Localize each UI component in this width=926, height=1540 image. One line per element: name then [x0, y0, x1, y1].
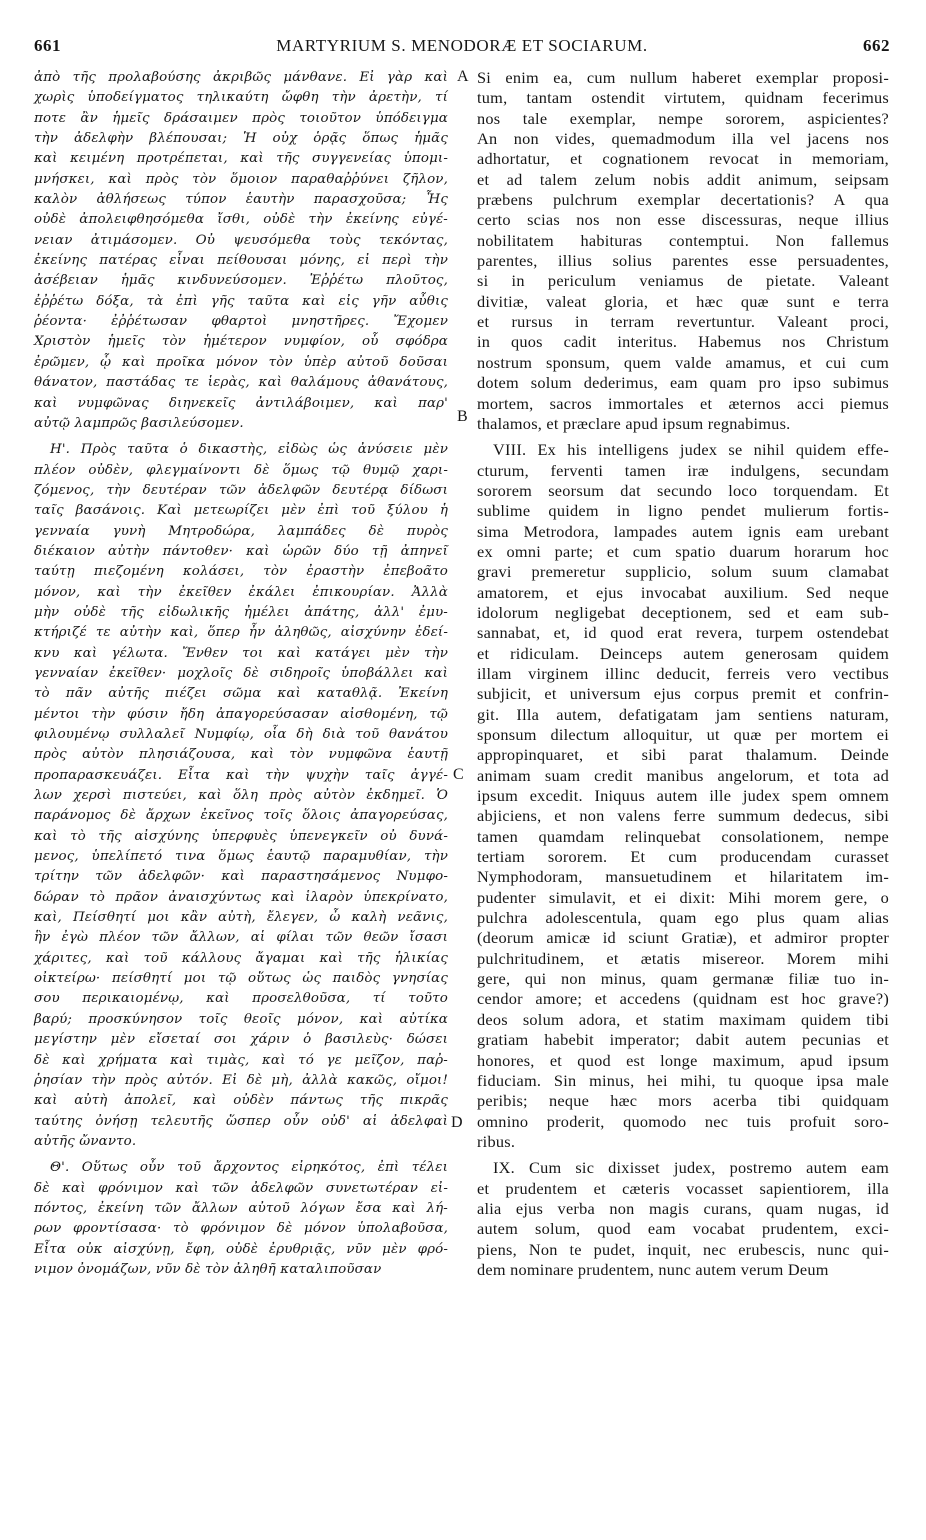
- text-line: καὶ κειμένη προτρέπεται, καὶ τῆς συγγενείας ὑπομι-: [34, 151, 448, 167]
- text-line: nobilitatem habituras contemptui. Non fallemus: [477, 230, 889, 250]
- text-line: ribus.: [477, 1131, 516, 1151]
- text-line: τρίτην τῶν ἀδελφῶν· καὶ παραστησάμενος Νυμφο-: [34, 869, 448, 885]
- text-line: abjiciens, et non valens ferre summum dedecus, sibi: [477, 806, 889, 826]
- text-line: tertiam sororem. Et cum producendam curasset: [477, 847, 889, 867]
- text-line: et rursus in terram revertuntur. Valeant proci,: [477, 312, 889, 332]
- text-line: illam virginem illinc deducit, ferreis vero vectibus: [477, 663, 889, 683]
- text-line: sima Metrodora, lampades autem ignis eam urebant: [477, 521, 889, 541]
- text-line: ex omni parte; et cum spatio duarum horarum hoc: [477, 541, 889, 561]
- text-line: sponsum dilectum alloquitur, ut quæ per mortem ei: [477, 725, 889, 744]
- text-line: VIII. Ex his intelligens judex se nihil quidem effe-: [493, 440, 889, 460]
- text-line: παράνομος δὲ ἄρχων ἐκεῖνος τοῖς ὅλοις ἀπαγορεύσας,: [34, 808, 448, 824]
- text-line: δώραν τὸ πρᾶον ἀναισχύντως καὶ ἱλαρὸν ὑπεκρίνατο,: [34, 889, 448, 905]
- text-line: sannabat, et, id quod erat revera, turpem ostendebat: [477, 623, 889, 643]
- text-line: et ridiculam. Deinceps autem generosam quidem: [477, 643, 889, 663]
- text-line: tamen quamdam relinquebat consolationem, nempe: [477, 826, 889, 846]
- text-line: καὶ νυμφῶνας διηνεκεῖς ἀντιλάβοιμεν, καὶ παρ': [34, 395, 448, 411]
- text-line: autem solum, quod eam vocabat prudentem, exci-: [477, 1219, 889, 1239]
- text-line: certo scias nos non esse discessuras, neque illius: [477, 210, 889, 230]
- text-line: τὸ πᾶν αὐτῆς πιέζει σῶμα καὶ καταθλᾷ. Ἐκείνη: [34, 686, 448, 702]
- text-line: μνήσκει, καὶ πρὸς τὸν ὅμοιον παραθαῤῥύνει ζῆλον,: [34, 171, 448, 187]
- text-line: gravi premeretur supplicio, solum suum clamabat: [477, 562, 889, 582]
- text-line: ἣν ἐγὼ πλέον τῶν ἄλλων, αἱ φίλαι τῶν θεῶν ἴσασι: [34, 930, 448, 946]
- text-line: καὶ, Πείσθητί μοι κἂν αὐτὴ, ἔλεγεν, ὦ καλὴ νεᾶνις,: [34, 910, 448, 926]
- text-line: deos solum adora, et statim maximam quidem tibi: [477, 1009, 889, 1029]
- text-line: ῥησίαν τὴν πρὸς αὐτόν. Εἰ δὲ μὴ, ἀλλὰ κακῶς, οἴμοι!: [34, 1072, 448, 1088]
- text-line: ποτε ἂν ἡμεῖς δράσαιμεν πρὸς τοιοῦτον ὑπόδειγμα: [34, 110, 448, 126]
- text-line: piens, Non te pudet, inquit, nec erubescis, nunc qui-: [477, 1239, 889, 1259]
- text-line: μόνον, καὶ τὴν ἐκεῖθεν ἐκάλει ἐπικουρίαν. Ἀλλὰ: [34, 584, 448, 600]
- text-line: cendor amore; et accedens (quidnam est hoc grave?): [477, 989, 889, 1009]
- text-line: ἐῤῥέτω δόξα, τὰ ἐπὶ γῆς ταῦτα καὶ εἰς γῆν αὖθις: [34, 293, 448, 309]
- text-line: Εἶτα οὐκ αἰσχύνῃ, ἔφη, οὐδὲ ἐρυθριᾷς, νῦν μὲν φρό-: [34, 1241, 448, 1257]
- text-line: ἀσέβειαν ἡμᾶς κινδυνεύσομεν. Ἐῤῥέτω πλοῦτος,: [34, 273, 448, 289]
- text-line: οἰκτείρω· πείσθητί μοι τῷ οὕτως ὡς παιδὸς γνησίας: [34, 971, 448, 987]
- text-line: κνυ καὶ γέλωτα. Ἔνθεν τοι καὶ κατάγει μὲν τὴν: [34, 645, 448, 661]
- margin-letter-a: A: [457, 68, 469, 85]
- text-line: fiduciam. Sin minus, hei mihi, tu quoque ipsa male: [477, 1070, 889, 1090]
- text-line: animam suam credit manibus angelorum, et tota ad: [477, 765, 889, 785]
- text-line: Θ'. Οὕτως οὖν τοῦ ἄρχοντος εἰρηκότος, ἐπὶ τέλει: [50, 1160, 448, 1176]
- text-line: in quos cadit interitus. Habemus nos Christum: [477, 332, 889, 352]
- text-line: ῥέοντα· ἐῤῥέτωσαν φθαρτοὶ μνηστῆρες. Ἔχομεν: [34, 314, 448, 330]
- text-line: πρὸς αὐτὸν πλησιάζουσα, καὶ τὸν νυμφῶνα ἑαυτῇ: [34, 747, 448, 763]
- right-page-number: 662: [863, 36, 890, 55]
- text-line: Η'. Πρὸς ταῦτα ὁ δικαστὴς, εἰδὼς ὡς ἀνύσειε μὲν: [50, 442, 448, 458]
- text-line: parentes, illius solius parentes esse persuadentes,: [477, 251, 889, 271]
- text-line: omnino proderit, quomodo nec tuis profuit soro-: [477, 1111, 889, 1131]
- text-line: νειαν ἀτιμάσομεν. Οὐ ψευσόμεθα τοὺς τεκόντας,: [34, 232, 448, 248]
- text-line: Nymphodoram, mansuetudinem et hilaritatem im-: [477, 867, 889, 887]
- text-line: δὲ καὶ χρήματα καὶ τιμὰς, καὶ τό γε μεῖζον, παῤ-: [34, 1052, 448, 1068]
- text-line: τὴν ἀδελφὴν βλέπουσαι; Ἡ οὐχ ὁρᾷς ὅπως ἡμᾶς: [34, 131, 448, 147]
- text-line: πόντος, ἐκείνη τῶν ἄλλων αὐτοῦ λόγων ἔσα καὶ λή-: [34, 1200, 448, 1216]
- text-line: μενος, ὑπελίπετό τινα ὅμως ἑαυτῷ παραμυθίαν, τὴν: [34, 849, 448, 865]
- text-line: γενναία γυνὴ Μητροδώρα, λαμπάδες δὲ πυρὸς: [34, 523, 448, 539]
- text-line: ταύτης ὀνήσῃ τελευτῆς ὥσπερ οὖν οὐδ' αἱ ἀδελφαὶ: [34, 1113, 448, 1129]
- text-line: καλὸν ἀθλήσεως τύπον ἑαυτὴν παρασχοῦσα; Ἧς: [34, 192, 448, 208]
- text-line: θάνατον, παστάδας τε ἱερὰς, καὶ θαλάμους ἀθανάτους,: [34, 375, 448, 391]
- margin-letter-c: C: [453, 766, 464, 783]
- latin-text-column: [477, 68, 889, 1280]
- text-line: διέκαιον αὐτὴν πάντοθεν· καὶ ὡρῶν δύο τῇ ἀπηνεῖ: [34, 543, 448, 559]
- left-page-number: 661: [34, 36, 61, 55]
- text-line: μεγίστην μὲν εἴσεταί σοι χάριν ὁ βασιλεὺς· δώσει: [34, 1032, 448, 1048]
- text-line: nos tale exemplar, nempe sororem, aspicientes?: [477, 108, 889, 128]
- text-line: pulchra adolescentula, quam ego plus quam alias: [477, 908, 889, 928]
- text-line: cturum, ferventi tamen iræ indulgens, secundam: [477, 460, 889, 480]
- text-line: appropinquaret, et sibi parat thalamum. Deinde: [477, 745, 889, 765]
- text-line: μὴν οὐδὲ τῆς εἰδωλικῆς ἠμέλει ἀπάτης, ἀλλ' ἐμυ-: [34, 604, 448, 620]
- text-line: σου περικαιομένῳ, καὶ προσελθοῦσα, τί τοῦτο: [34, 991, 448, 1007]
- text-line: pulchritudinem, et ætatis misereor. Morem mihi: [477, 948, 889, 968]
- text-line: οὐδὲ ἀπολειφθησόμεθα ἴσθι, οὐδὲ τὴν ἐκείνης εὐγέ-: [34, 212, 448, 228]
- text-line: mortem, sacros immortales et æternos acci piemus: [477, 393, 889, 413]
- text-line: divitiæ, valeat gloria, et hæc quæ sunt e terra: [477, 291, 889, 311]
- text-line: dem nominare prudentem, nunc autem verum Deum: [477, 1259, 829, 1279]
- text-line: Χριστὸν ἡμεῖς τὸν ἡμέτερον νυμφίον, οὗ σφόδρα: [34, 334, 448, 350]
- text-line: αὐτῆς ὤναντο.: [34, 1133, 137, 1149]
- text-line: gratiam habebit imperator; dabit autem pecunias et: [477, 1030, 889, 1050]
- text-line: μέντοι τὴν φύσιν ἤδη ἀπαγορεύσασαν αἰσθομένη, τῷ: [34, 706, 448, 722]
- text-line: si in periculum veniamus de pietate. Valeant: [477, 271, 889, 291]
- text-line: honores, et quod est longe maximum, apud ipsum: [477, 1050, 889, 1070]
- text-line: sororem seorsum dat secundo loco torquendam. Et: [477, 480, 889, 500]
- margin-letter-b: B: [457, 408, 468, 425]
- text-line: (deorum amicæ id sciunt Gratiæ), et admiror propter: [477, 928, 889, 948]
- text-line: λων χερσὶ πιστεύει, καὶ ὅλη πρὸς αὐτὸν ἐκδημεῖ. Ὁ: [34, 788, 448, 804]
- text-line: gere, qui non minus, quam germanæ filiæ tuo in-: [477, 969, 889, 989]
- text-line: ταῖς βασάνοις. Καὶ μετεωρίζει μὲν ἐπὶ τοῦ ξύλου ἡ: [34, 503, 448, 519]
- text-line: χωρὶς ὑποδείγματος τηλικαύτη ὤφθη τὴν ἀρετὴν, τί: [34, 90, 448, 106]
- text-line: amatorem, et ejus invocabat auxilium. Sed neque: [477, 582, 889, 602]
- text-line: νιμον ὀνομάζων, νῦν δὲ τὸν ἀληθῆ καταλιποῦσαν: [34, 1261, 382, 1277]
- text-line: ταύτῃ πιεζομένη κολάσει, τὸν ἐραστὴν ἐπεβοᾶτο: [34, 564, 448, 580]
- text-line: καὶ αὐτὴ ἀπολεῖ, καὶ οὐδὲν πάντως τῆς πικρᾶς: [34, 1093, 448, 1109]
- text-line: Si enim ea, cum nullum haberet exemplar proposi-: [477, 68, 889, 87]
- text-line: γενναίαν ἐκεῖθεν· μοχλοῖς δὲ σιδηροῖς ὑποβάλλει καὶ: [34, 665, 448, 681]
- text-line: αὐτῷ λαμπρῶς βασιλεύσομεν.: [34, 415, 244, 431]
- text-line: subjicit, et universum ejus corpus premit et confrin-: [477, 684, 889, 704]
- text-line: ρων φροντίσασα· τὸ φρόνιμον δὲ μόνον ὑπολαβοῦσα,: [34, 1221, 448, 1237]
- text-line: nostrum sponsum, quem valde amamus, et cui cum: [477, 352, 889, 372]
- text-line: tum, tantam ostendit virtutem, quidnam fecerimus: [477, 88, 889, 108]
- text-line: thalamos, et præclare apud ipsum regnabimus.: [477, 413, 791, 433]
- text-line: χάριτες, καὶ τοῦ κάλλους ἄγαμαι καὶ τῆς ἡλικίας: [34, 950, 448, 966]
- text-line: adhortatur, et cognationem revocat in memoriam,: [477, 149, 889, 169]
- text-line: An non vides, quemadmodum illa vel jacens nos: [477, 129, 889, 149]
- running-title: MARTYRIUM S. MENODORÆ ET SOCIARUM.: [276, 36, 648, 55]
- text-line: dotem solum dederimus, eam quam pro ipso subimus: [477, 373, 889, 393]
- text-line: ἀπὸ τῆς προλαβούσης ἀκριβῶς μάνθανε. Εἰ γὰρ καὶ: [34, 70, 448, 85]
- margin-letter-d: D: [451, 1114, 463, 1131]
- text-line: sublime quidem in ligno pendet mulierum fortis-: [477, 501, 889, 521]
- text-line: ἐκείνης πατέρας εἶναι πείθουσαι μόνης, εἰ περὶ τὴν: [34, 253, 448, 269]
- text-line: git. Illa autem, defatigatam jam sentiens naturam,: [477, 704, 889, 724]
- text-line: βαρύ; προσκύνησον τοῖς θεοῖς μόνον, καὶ αὐτίκα: [34, 1011, 448, 1027]
- running-header: [34, 36, 890, 62]
- text-line: et prudentem et cæteris vocasset sapientiorem, illa: [477, 1178, 889, 1198]
- text-line: pudenter simulavit, et ei dixit: Mihi morem gere, o: [477, 887, 889, 907]
- text-line: πλέον οὐδὲν, φλεγμαίνοντι δὲ ὅμως τῷ θυμῷ χαρι-: [34, 462, 448, 478]
- text-line: φιλουμένῳ συλλαλεῖ Νυμφίῳ, οἷα δὴ διὰ τοῦ θανάτου: [34, 727, 448, 742]
- text-line: IX. Cum sic dixisset judex, postremo autem eam: [493, 1158, 889, 1178]
- text-line: idolorum negligebat deceptionem, sed et eam sub-: [477, 602, 889, 622]
- text-line: κτήριζέ τε αὐτὴν καὶ, ὅπερ ἦν ἀληθῶς, αἰσχύνην ἐδεί-: [34, 625, 448, 641]
- text-line: peribis; neque hæc mors acerba tibi quidquam: [477, 1091, 889, 1111]
- greek-text-column: [34, 68, 448, 1280]
- text-line: καὶ τὸ τῆς αἰσχύνης ὑπερφυὲς ὑπενεγκεῖν οὐ δυνά-: [34, 828, 448, 844]
- text-line: ἐρῶμεν, ᾧ καὶ προῖκα μόνον τὸν ὑπὲρ αὐτοῦ δοῦσαι: [34, 354, 448, 370]
- text-line: præbens pulchrum exemplar decertationis? A qua: [477, 190, 889, 210]
- text-line: ipsum excedit. Iniquus autem ille judex spem omnem: [477, 786, 889, 806]
- text-line: alia ejus verba non magis curans, quam nugas, id: [477, 1198, 889, 1218]
- text-line: et ad talem zelum nobis addit animum, seipsam: [477, 169, 889, 189]
- text-line: δὲ καὶ φρόνιμον καὶ τῶν ἀδελφῶν συνετωτέραν εἰ-: [34, 1180, 448, 1196]
- text-line: ζόμενος, τὴν δευτέραν τῶν ἀδελφῶν δευτέρᾳ δίδωσι: [34, 482, 448, 498]
- text-line: προπαρασκευάζει. Εἶτα καὶ τὴν ψυχὴν ταῖς ἀγγέ-: [34, 767, 448, 783]
